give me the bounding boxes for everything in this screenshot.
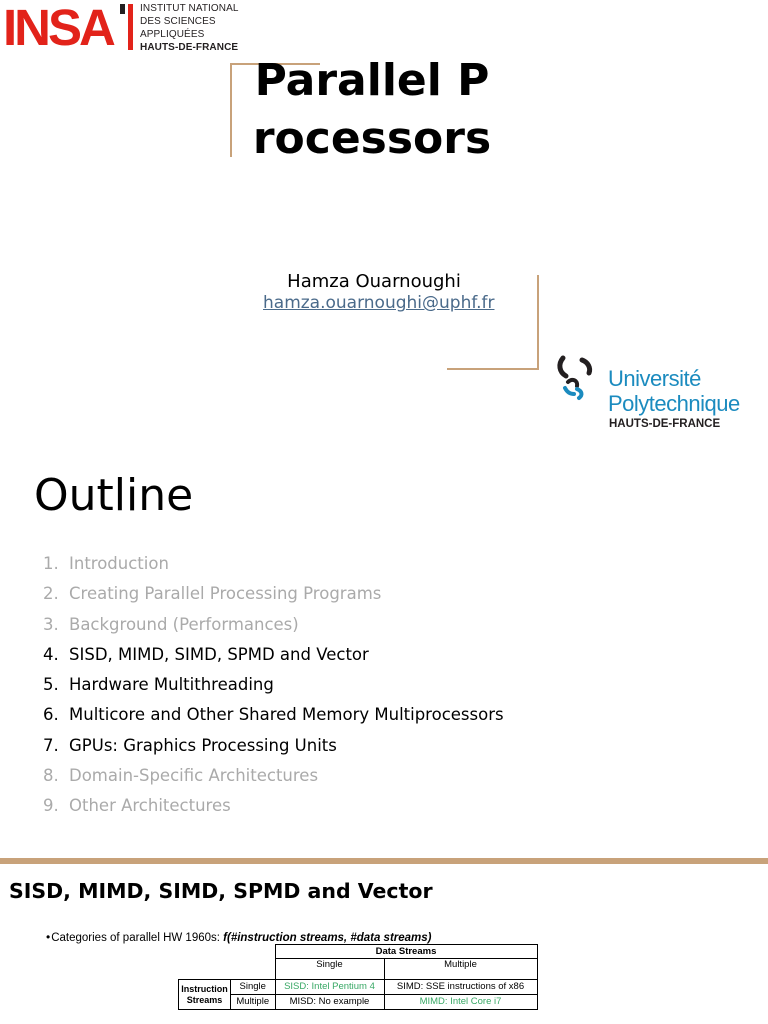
table-row [179,959,538,980]
bullet-point [46,930,432,945]
column-header-single: Single [275,959,384,980]
table-cell [179,959,231,980]
insa-logo-text [140,2,239,54]
outline-item-label: GPUs: Graphics Processing Units [69,735,337,755]
insa-logo-line: APPLIQUÉES [140,29,205,40]
outline-item [43,640,504,670]
slide-title: SISD, MIMD, SIMD, SPMD and Vector [9,879,433,903]
outline-item-number: 1. [43,554,59,573]
outline-item-label: Multicore and Other Shared Memory Multiprocessors [69,705,504,725]
table-cell [179,945,231,959]
insa-logo-line: HAUTS-DE-FRANCE [140,42,239,53]
cell-misd: MISD: No example [275,995,384,1010]
bullet-text: Categories of parallel HW 1960s: [51,932,224,944]
outline-item-number: 3. [43,614,59,634]
author-email-link[interactable]: hamza.ouarnoughi@uphf.fr [263,293,495,313]
outline-item-label: Creating Parallel Processing Programs [69,584,382,604]
table-row [179,995,538,1010]
outline-slide [0,440,768,858]
outline-item [43,791,504,821]
cell-simd: SIMD: SSE instructions of x86 [384,980,537,995]
instruction-streams-header: Instruction Streams [179,980,231,1010]
presentation-title: Parallel Processors [252,55,492,164]
outline-item [43,549,504,579]
outline-item-label: Domain-Specific Architectures [69,766,319,786]
outline-item-number: 2. [43,584,59,604]
outline-item-label: Background (Performances) [69,614,299,634]
uphf-logo-name-line: Polytechnique [608,391,740,416]
data-streams-header: Data Streams [275,945,537,959]
taxonomy-slide [0,864,768,1024]
outline-item-number: 5. [43,675,59,695]
outline-item-label: Other Architectures [69,796,231,816]
cell-sisd: SISD: Intel Pentium 4 [275,980,384,995]
uphf-logo-name-line: Université [608,366,701,391]
outline-item-number: 4. [43,644,59,664]
outline-item [43,700,504,730]
insa-logo-line: INSTITUT NATIONAL [140,3,239,14]
row-header-multiple: Multiple [231,995,276,1010]
insa-logo-bar [128,4,133,50]
outline-title: Outline [34,470,194,521]
outline-item-number: 6. [43,705,59,725]
insa-logo-line: DES SCIENCES [140,16,216,27]
uphf-logo-subtitle: HAUTS-DE-FRANCE [609,418,721,430]
outline-item [43,761,504,791]
uphf-logo [555,352,768,436]
column-header-multiple: Multiple [384,959,537,980]
bullet-icon: • [46,930,51,944]
insa-logo [0,0,240,56]
outline-item [43,731,504,761]
outline-item [43,579,504,609]
outline-item-number: 9. [43,796,59,816]
insa-logo-bar-dark [120,4,125,14]
table-row [179,945,538,959]
outline-item-label: Hardware Multithreading [69,675,274,695]
cell-mimd: MIMD: Intel Core i7 [384,995,537,1010]
outline-list [43,549,504,822]
row-header-single: Single [231,980,276,995]
outline-item-label: Introduction [69,554,169,573]
title-slide [0,0,768,440]
flynn-taxonomy-table [178,944,538,1010]
uphf-logo-name [608,366,740,416]
outline-item [43,610,504,640]
bullet-emphasis: f(#instruction streams, #data streams) [223,932,432,944]
table-row [179,980,538,995]
author-name: Hamza Ouarnoughi [287,271,461,292]
outline-item [43,670,504,700]
insa-logo-mark: INSA [3,0,113,56]
table-cell [231,945,276,959]
outline-item-number: 7. [43,735,59,755]
uphf-logo-icon [555,352,605,404]
outline-item-label: SISD, MIMD, SIMD, SPMD and Vector [69,644,369,664]
outline-item-number: 8. [43,766,59,786]
table-cell [231,959,276,980]
